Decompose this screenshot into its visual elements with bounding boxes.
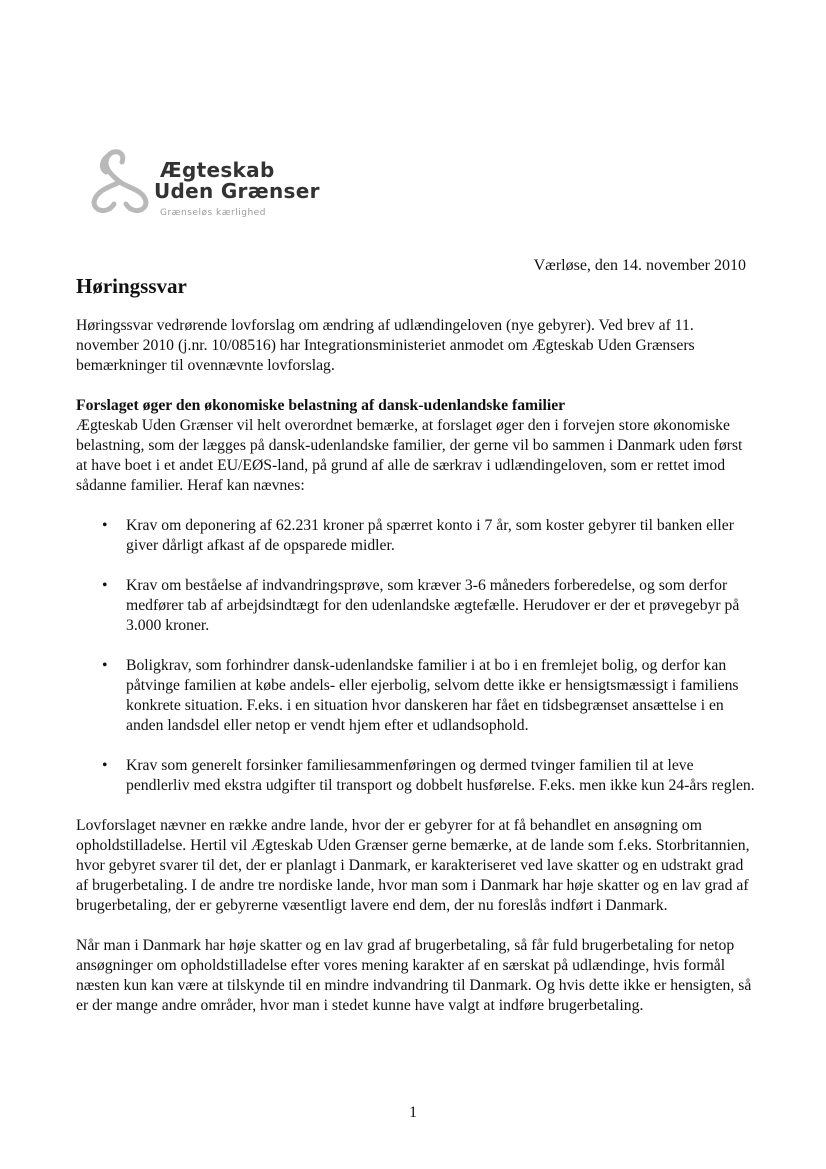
letter-body: [76, 316, 756, 1036]
section-heading: Forslaget øger den økonomiske belastning af dansk-udenlandske familier: [76, 397, 566, 414]
list-item: [76, 756, 756, 796]
bullet-icon: •: [102, 657, 108, 674]
body-paragraph: Lovforslaget nævner en række andre lande, hvor der er gebyrer for at få behandlet en ansøgning om opholdstilladelse. Hertil vil Ægteskab Uden Grænser gerne bemærke, at de lande som f.eks. Storbritannien, hvor gebyret svarer til det, der er planlagt i Danmark, er karakteriseret ved lave skatter og en udstrakt grad af brugerbetaling. I de andre tre nordiske lande, hvor man som i Danmark har høje skatter og en lav grad af brugerbetaling, der er gebyrerne væsentligt lavere end dem, der nu foreslås indført i Danmark.: [76, 817, 750, 914]
list-item-text: Krav om beståelse af indvandringsprøve, som kræver 3-6 måneders forberedelse, og som derfor medfører tab af arbejdsindtægt for den udenlandske ægtefælle. Herudover er der et prøvegebyr på 3.000 kroner.: [126, 577, 740, 634]
organization-logo: [88, 144, 328, 224]
page-title: Høringssvar: [76, 274, 187, 298]
body-paragraph: Når man i Danmark har høje skatter og en lav grad af brugerbetaling, så får fuld brugerbetaling for netop ansøgninger om opholdstilladelse efter vores mening karakter af en særskat på udlændinge, hvis formål næsten kun kan være at tilskynde til en mindre indvandring til Danmark. Og hvis dette ikke er hensigten, så er der mange andre områder, hvor man i stedet kunne have valgt at indføre brugerbetaling.: [76, 937, 752, 1014]
section-paragraph: Ægteskab Uden Grænser vil helt overordnet bemærke, at forslaget øger den i forvejen store økonomiske belastning, som der lægges på dansk-udenlandske familier, der gerne vil bo sammen i Danmark uden først at have boet i et andet EU/EØS-land, på grund af alle de særkrav i udlændingeloven, som er rettet imod sådanne familier. Heraf kan nævnes:: [76, 417, 743, 494]
list-item-text: Boligkrav, som forhindrer dansk-udenlandske familier i at bo i en fremlejet bolig, og derfor kan påtvinge familien at købe andels- eller ejerbolig, selvom dette ikke er hensigtsmæssigt i familiens konkrete situation. F.eks. i en situation hvor danskeren har fået en tidsbegrænset ansættelse i en anden landsdel eller netop er vendt hjem efter et udlandsophold.: [126, 657, 739, 734]
letter-date: Værløse, den 14. november 2010: [533, 257, 746, 274]
trefoil-heart-icon: [88, 144, 152, 216]
bullet-icon: •: [102, 517, 108, 534]
logo-text-line2: Uden Grænser: [154, 179, 320, 203]
list-item: [76, 656, 756, 736]
bullet-icon: •: [102, 757, 108, 774]
list-item-text: Krav om deponering af 62.231 kroner på spærret konto i 7 år, som koster gebyrer til banken eller giver dårligt afkast af de opsparede midler.: [126, 517, 734, 554]
logo-tagline: Grænseløs kærlighed: [160, 208, 266, 218]
list-item: [76, 576, 756, 636]
requirements-list: [76, 516, 756, 796]
list-item-text: Krav som generelt forsinker familiesammenføringen og dermed tvinger familien til at leve pendlerliv med ekstra udgifter til transport og dobbelt husførelse. F.eks. men ikke kun 24-års reglen.: [126, 757, 755, 794]
logo-text-line1: Ægteskab: [160, 158, 275, 182]
page-number: 1: [409, 1104, 417, 1121]
list-item: [76, 516, 756, 556]
intro-paragraph: Høringssvar vedrørende lovforslag om ændring af udlændingeloven (nye gebyrer). Ved brev af 11. november 2010 (j.nr. 10/08516) har Integrationsministeriet anmodet om Ægteskab Uden Grænsers bemærkninger til ovennævnte lovforslag.: [76, 317, 695, 374]
bullet-icon: •: [102, 577, 108, 594]
